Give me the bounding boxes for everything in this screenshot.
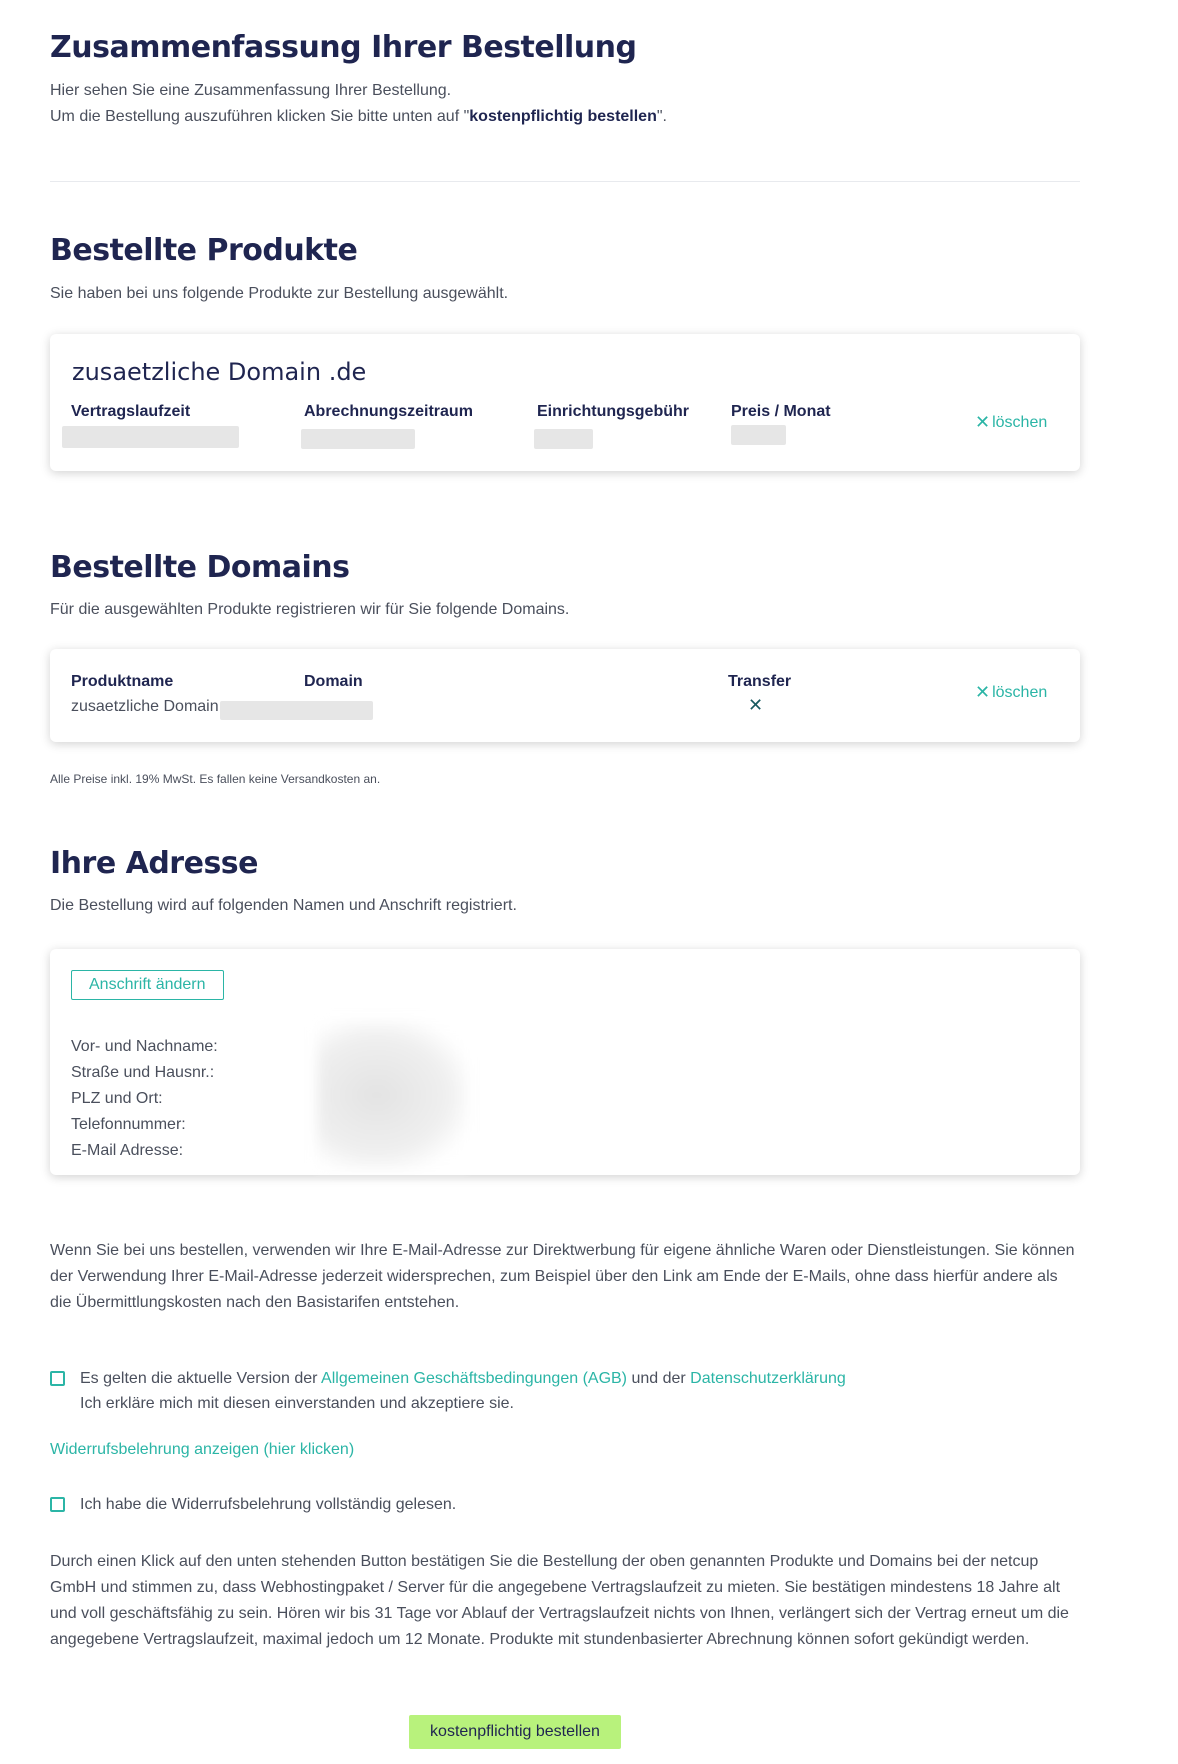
withdrawal-checkbox[interactable] <box>50 1497 65 1512</box>
close-icon: ✕ <box>975 682 991 702</box>
withdrawal-row <box>50 1492 456 1517</box>
domains-subtitle: Für die ausgewählten Produkte registrieren wir für Sie folgende Domains. <box>50 601 570 618</box>
agb-row <box>50 1366 846 1416</box>
redacted-preis <box>731 425 786 445</box>
redacted-vertragslaufzeit <box>62 426 239 448</box>
label-name: Vor- und Nachname: <box>71 1038 218 1055</box>
col-domain: Domain <box>304 673 363 690</box>
agb-line-1 <box>80 1366 846 1391</box>
col-vertragslaufzeit: Vertragslaufzeit <box>71 403 191 420</box>
address-subtitle: Die Bestellung wird auf folgenden Namen und Anschrift registriert. <box>50 897 517 914</box>
intro-line-2 <box>50 104 667 130</box>
products-subtitle: Sie haben bei uns folgende Produkte zur Bestellung ausgewählt. <box>50 285 509 302</box>
address-labels <box>71 1034 218 1164</box>
col-einrichtungsgebuehr: Einrichtungsgebühr <box>537 403 689 420</box>
redacted-einrichtungsgebuehr <box>534 429 593 449</box>
intro-text <box>50 78 667 130</box>
order-button[interactable]: kostenpflichtig bestellen <box>409 1715 621 1749</box>
domain-card <box>50 649 1080 742</box>
redacted-abrechnungszeitraum <box>301 429 415 449</box>
divider <box>50 181 1080 182</box>
col-produktname: Produktname <box>71 673 174 690</box>
change-address-button[interactable]: Anschrift ändern <box>71 970 224 1000</box>
delete-domain-button[interactable] <box>975 682 1047 703</box>
label-zip-city: PLZ und Ort: <box>71 1090 163 1107</box>
domain-product-value: zusaetzliche Domain <box>71 698 219 715</box>
intro-line-2-prefix: Um die Bestellung auszuführen klicken Sie bitte unten auf " <box>50 108 470 125</box>
col-preis-monat: Preis / Monat <box>731 403 831 420</box>
agb-checkbox[interactable] <box>50 1371 65 1386</box>
redacted-domain <box>220 701 373 720</box>
product-card <box>50 334 1080 471</box>
agb-link[interactable]: Allgemeinen Geschäftsbedingungen (AGB) <box>321 1370 628 1387</box>
agb-text <box>80 1366 846 1416</box>
col-transfer: Transfer <box>728 673 792 690</box>
close-icon: ✕ <box>975 412 991 432</box>
privacy-link[interactable]: Datenschutzerklärung <box>690 1370 846 1387</box>
label-street: Straße und Hausnr.: <box>71 1064 215 1081</box>
intro-line-1: Hier sehen Sie eine Zusammenfassung Ihrer Bestellung. <box>50 82 452 99</box>
price-note: Alle Preise inkl. 19% MwSt. Es fallen keine Versandkosten an. <box>50 772 381 786</box>
label-email: E-Mail Adresse: <box>71 1142 184 1159</box>
label-phone: Telefonnummer: <box>71 1116 186 1133</box>
withdrawal-link[interactable]: Widerrufsbelehrung anzeigen (hier klicken) <box>50 1441 355 1458</box>
marketing-text: Wenn Sie bei uns bestellen, verwenden wir Ihre E-Mail-Adresse zur Direktwerbung für eigene ähnliche Waren oder Dienstleistungen. Sie können der Verwendung Ihrer E-Mail-Adresse jederzeit widersprechen, zum Beispiel über den Link am Ende der E-Mails, ohne dass hierfür andere als die Übermittlungskosten nach den Basistarifen entstehen. <box>50 1242 1075 1311</box>
col-abrechnungszeitraum: Abrechnungszeitraum <box>304 403 473 420</box>
address-card <box>50 949 1080 1175</box>
product-name: zusaetzliche Domain .de <box>72 358 367 386</box>
confirm-text: Durch einen Klick auf den unten stehenden Button bestätigen Sie die Bestellung der oben genannten Produkte und Domains bei der netcup GmbH und stimmen zu, dass Webhostingpaket / Server für die angegebene Vertragslaufzeit zu mieten. Sie bestätigen mindestens 18 Jahre alt und voll geschäftsfähig zu sein. Hören wir bis 31 Tage vor Ablauf der Vertragslaufzeit nichts von Ihnen, verlängert sich der Vertrag erneut um die angegebene Vertragslaufzeit, maximal jedoch um 12 Monate. Produkte mit stundenbasierter Abrechnung können sofort gekündigt werden. <box>50 1553 1069 1648</box>
delete-domain-label: löschen <box>992 683 1048 701</box>
intro-line-2-suffix: ". <box>656 108 667 125</box>
cross-icon: ✕ <box>748 695 764 715</box>
agb-middle: und der <box>627 1370 691 1387</box>
delete-product-button[interactable] <box>975 412 1047 433</box>
redacted-address <box>317 1021 467 1169</box>
domains-title: Bestellte Domains <box>50 550 350 585</box>
agb-line-2: Ich erkläre mich mit diesen einverstanden und akzeptiere sie. <box>80 1395 514 1412</box>
intro-line-2-strong: kostenpflichtig bestellen <box>469 108 657 125</box>
page-title: Zusammenfassung Ihrer Bestellung <box>50 30 637 65</box>
address-title: Ihre Adresse <box>50 846 258 881</box>
agb-prefix: Es gelten die aktuelle Version der <box>80 1370 322 1387</box>
withdrawal-check-text: Ich habe die Widerrufsbelehrung vollständig gelesen. <box>80 1496 457 1513</box>
delete-product-label: löschen <box>992 413 1048 431</box>
products-title: Bestellte Produkte <box>50 233 358 268</box>
